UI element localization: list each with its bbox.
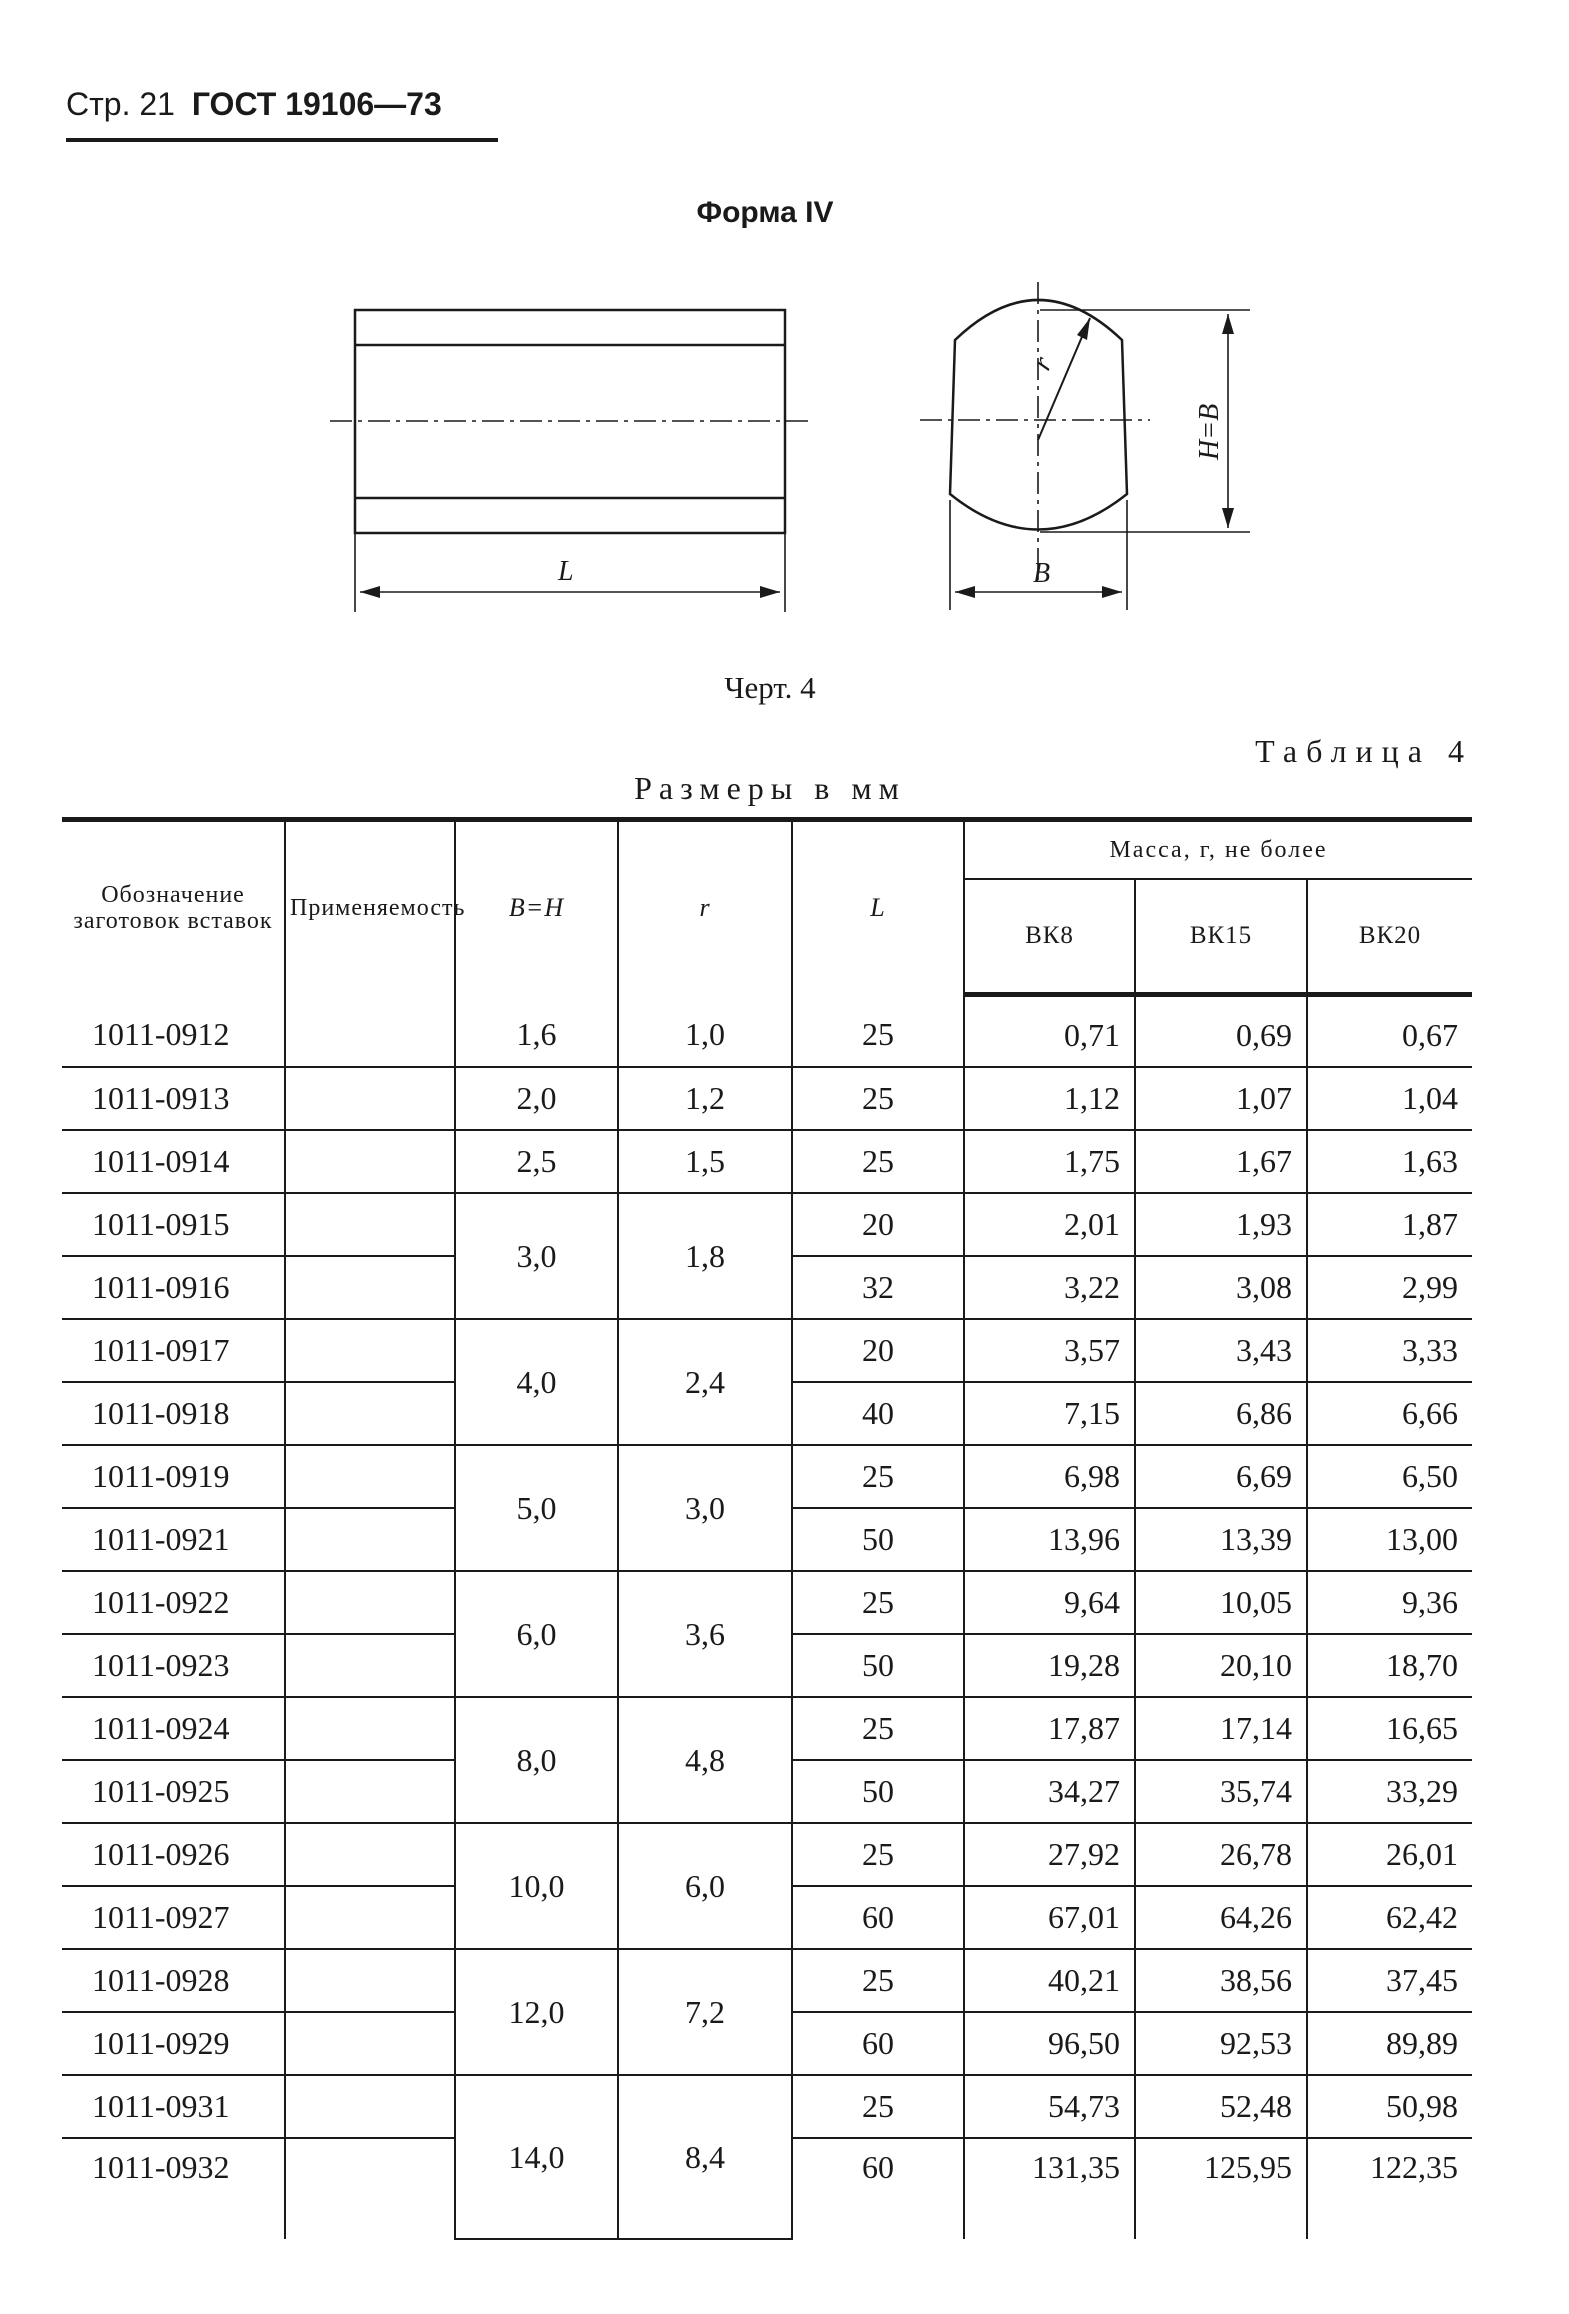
cell-mass-vk20: 33,29 [1307, 1760, 1472, 1823]
cell-l: 25 [792, 1067, 964, 1130]
cell-mass-vk8: 27,92 [964, 1823, 1135, 1886]
cell-l: 25 [792, 1823, 964, 1886]
table-row [62, 1319, 1472, 1382]
cell-r: 1,2 [618, 1067, 792, 1130]
cell-l: 25 [792, 995, 964, 1068]
drawing-caption: Черт. 4 [724, 670, 816, 705]
cell-mass-vk15: 1,07 [1135, 1067, 1307, 1130]
units-note: Размеры в мм [634, 770, 906, 806]
cell-mass-vk8: 17,87 [964, 1697, 1135, 1760]
cell-code: 1011-0921 [62, 1508, 285, 1571]
table-row [62, 1823, 1472, 1886]
cell-code: 1011-0927 [62, 1886, 285, 1949]
cell-code: 1011-0922 [62, 1571, 285, 1634]
cell-r: 8,4 [618, 2075, 792, 2239]
cell-mass-vk8: 54,73 [964, 2075, 1135, 2138]
cell-l: 25 [792, 1571, 964, 1634]
technical-drawing [0, 0, 1569, 650]
cell-l: 60 [792, 1886, 964, 1949]
cell-bh: 2,5 [455, 1130, 618, 1193]
cell-applicability [285, 1256, 455, 1319]
cell-bh: 12,0 [455, 1949, 618, 2075]
cell-mass-vk20: 1,87 [1307, 1193, 1472, 1256]
cell-code: 1011-0928 [62, 1949, 285, 2012]
cell-applicability [285, 1634, 455, 1697]
cell-mass-vk15: 0,69 [1135, 995, 1307, 1068]
cell-applicability [285, 1886, 455, 1949]
cell-r: 1,0 [618, 995, 792, 1068]
cell-mass-vk15: 1,67 [1135, 1130, 1307, 1193]
cell-mass-vk20: 0,67 [1307, 995, 1472, 1068]
cell-mass-vk20: 122,35 [1307, 2138, 1472, 2239]
cell-applicability [285, 1193, 455, 1256]
cell-mass-vk20: 6,50 [1307, 1445, 1472, 1508]
header-grade-vk20: ВК20 [1307, 879, 1472, 995]
cell-mass-vk15: 3,08 [1135, 1256, 1307, 1319]
cell-mass-vk20: 18,70 [1307, 1634, 1472, 1697]
cell-applicability [285, 1067, 455, 1130]
cell-l: 25 [792, 2075, 964, 2138]
header-r: r [618, 820, 792, 995]
cell-mass-vk20: 16,65 [1307, 1697, 1472, 1760]
cell-mass-vk15: 13,39 [1135, 1508, 1307, 1571]
header-grade-vk8: ВК8 [964, 879, 1135, 995]
cell-code: 1011-0912 [62, 995, 285, 1068]
cell-applicability [285, 2138, 455, 2239]
standard-number: ГОСТ 19106—73 [191, 86, 442, 122]
cell-applicability [285, 2012, 455, 2075]
cell-code: 1011-0915 [62, 1193, 285, 1256]
cell-mass-vk20: 9,36 [1307, 1571, 1472, 1634]
cell-code: 1011-0924 [62, 1697, 285, 1760]
cell-l: 50 [792, 1634, 964, 1697]
cell-r: 7,2 [618, 1949, 792, 2075]
cell-code: 1011-0925 [62, 1760, 285, 1823]
cell-mass-vk20: 13,00 [1307, 1508, 1472, 1571]
cell-mass-vk20: 50,98 [1307, 2075, 1472, 2138]
cell-applicability [285, 1571, 455, 1634]
form-title: Форма IV [696, 196, 834, 229]
cell-applicability [285, 1949, 455, 2012]
cell-mass-vk20: 3,33 [1307, 1319, 1472, 1382]
dim-label-height: H=B [1194, 403, 1225, 460]
cell-applicability [285, 1697, 455, 1760]
cell-mass-vk8: 13,96 [964, 1508, 1135, 1571]
radius-arrow [1077, 318, 1090, 340]
cell-mass-vk15: 17,14 [1135, 1697, 1307, 1760]
cell-mass-vk20: 62,42 [1307, 1886, 1472, 1949]
cell-mass-vk20: 1,63 [1307, 1130, 1472, 1193]
cell-bh: 10,0 [455, 1823, 618, 1949]
table-row [62, 1697, 1472, 1760]
cell-mass-vk20: 89,89 [1307, 2012, 1472, 2075]
cell-l: 60 [792, 2138, 964, 2239]
cell-l: 50 [792, 1760, 964, 1823]
cell-applicability [285, 1319, 455, 1382]
cell-mass-vk8: 0,71 [964, 995, 1135, 1068]
cell-mass-vk8: 40,21 [964, 1949, 1135, 2012]
header-designation: Обозначение заготовок вставок [73, 881, 273, 935]
cell-mass-vk15: 64,26 [1135, 1886, 1307, 1949]
table-row [62, 1067, 1472, 1130]
cell-mass-vk8: 6,98 [964, 1445, 1135, 1508]
cell-mass-vk20: 6,66 [1307, 1382, 1472, 1445]
cell-mass-vk8: 19,28 [964, 1634, 1135, 1697]
cell-mass-vk8: 7,15 [964, 1382, 1135, 1445]
cell-r: 1,5 [618, 1130, 792, 1193]
table-row [62, 995, 1472, 1068]
dim-label-width: B [1033, 558, 1051, 589]
cell-code: 1011-0932 [92, 2149, 230, 2185]
cell-mass-vk20: 2,99 [1307, 1256, 1472, 1319]
cell-code: 1011-0923 [62, 1634, 285, 1697]
cell-mass-vk8: 2,01 [964, 1193, 1135, 1256]
cell-l: 20 [792, 1193, 964, 1256]
cell-applicability [285, 1382, 455, 1445]
cell-l: 32 [792, 1256, 964, 1319]
cell-bh: 5,0 [455, 1445, 618, 1571]
cell-mass-vk8: 1,75 [964, 1130, 1135, 1193]
cell-code: 1011-0913 [62, 1067, 285, 1130]
header-l: L [792, 820, 964, 995]
cell-applicability [285, 1508, 455, 1571]
table-row [62, 2075, 1472, 2138]
cell-mass-vk15: 52,48 [1135, 2075, 1307, 2138]
cell-code: 1011-0931 [62, 2075, 285, 2138]
cell-bh: 3,0 [455, 1193, 618, 1319]
cell-r: 2,4 [618, 1319, 792, 1445]
table-row [62, 1193, 1472, 1256]
cell-mass-vk8: 34,27 [964, 1760, 1135, 1823]
cell-l: 25 [792, 1130, 964, 1193]
header-mass: Масса, г, не более [964, 820, 1472, 880]
cell-mass-vk8: 131,35 [964, 2138, 1135, 2239]
cell-l: 40 [792, 1382, 964, 1445]
cell-mass-vk15: 26,78 [1135, 1823, 1307, 1886]
cell-mass-vk8: 1,12 [964, 1067, 1135, 1130]
cell-mass-vk8: 67,01 [964, 1886, 1135, 1949]
cell-mass-vk15: 1,93 [1135, 1193, 1307, 1256]
cell-mass-vk15: 38,56 [1135, 1949, 1307, 2012]
cell-mass-vk15: 125,95 [1135, 2138, 1307, 2239]
table-row [62, 1445, 1472, 1508]
cell-code: 1011-0916 [62, 1256, 285, 1319]
cell-mass-vk15: 10,05 [1135, 1571, 1307, 1634]
cell-code: 1011-0929 [62, 2012, 285, 2075]
cell-r: 3,0 [618, 1445, 792, 1571]
cell-applicability [285, 1823, 455, 1886]
table-number: Таблица 4 [1255, 733, 1473, 769]
cell-bh: 6,0 [455, 1571, 618, 1697]
cell-mass-vk15: 35,74 [1135, 1760, 1307, 1823]
cell-code: 1011-0914 [62, 1130, 285, 1193]
cell-applicability [285, 1760, 455, 1823]
dim-label-radius: r [1026, 351, 1059, 375]
cell-mass-vk15: 3,43 [1135, 1319, 1307, 1382]
cell-code: 1011-0918 [62, 1382, 285, 1445]
cell-mass-vk15: 20,10 [1135, 1634, 1307, 1697]
cell-bh: 14,0 [455, 2075, 618, 2239]
cell-code: 1011-0919 [62, 1445, 285, 1508]
header-bh: B=H [455, 820, 618, 995]
cell-l: 20 [792, 1319, 964, 1382]
table-row [62, 1130, 1472, 1193]
cell-mass-vk15: 92,53 [1135, 2012, 1307, 2075]
cell-r: 6,0 [618, 1823, 792, 1949]
cell-mass-vk8: 9,64 [964, 1571, 1135, 1634]
cell-mass-vk20: 37,45 [1307, 1949, 1472, 2012]
cell-l: 50 [792, 1508, 964, 1571]
page-number: Стр. 21 [66, 86, 175, 122]
cell-applicability [285, 995, 455, 1068]
cell-bh: 4,0 [455, 1319, 618, 1445]
cell-l: 60 [792, 2012, 964, 2075]
cell-mass-vk15: 6,86 [1135, 1382, 1307, 1445]
cell-bh: 1,6 [455, 995, 618, 1068]
cell-r: 3,6 [618, 1571, 792, 1697]
cell-l: 25 [792, 1445, 964, 1508]
cell-r: 4,8 [618, 1697, 792, 1823]
cell-bh: 2,0 [455, 1067, 618, 1130]
cell-mass-vk8: 3,22 [964, 1256, 1135, 1319]
dimensions-table [62, 817, 1472, 2240]
cell-applicability [285, 2075, 455, 2138]
cell-mass-vk8: 96,50 [964, 2012, 1135, 2075]
header-grade-vk15: ВК15 [1135, 879, 1307, 995]
cell-mass-vk15: 6,69 [1135, 1445, 1307, 1508]
cell-applicability [285, 1130, 455, 1193]
cell-bh: 8,0 [455, 1697, 618, 1823]
cell-l: 25 [792, 1949, 964, 2012]
cell-mass-vk20: 1,04 [1307, 1067, 1472, 1130]
table-row [62, 1949, 1472, 2012]
table-row [62, 1571, 1472, 1634]
cell-applicability [285, 1445, 455, 1508]
cell-r: 1,8 [618, 1193, 792, 1319]
header-applicability: Применяемость [285, 820, 455, 995]
cell-l: 25 [792, 1697, 964, 1760]
dim-label-length: L [558, 556, 574, 587]
cell-mass-vk8: 3,57 [964, 1319, 1135, 1382]
cell-code: 1011-0917 [62, 1319, 285, 1382]
cell-mass-vk20: 26,01 [1307, 1823, 1472, 1886]
cell-code: 1011-0926 [62, 1823, 285, 1886]
